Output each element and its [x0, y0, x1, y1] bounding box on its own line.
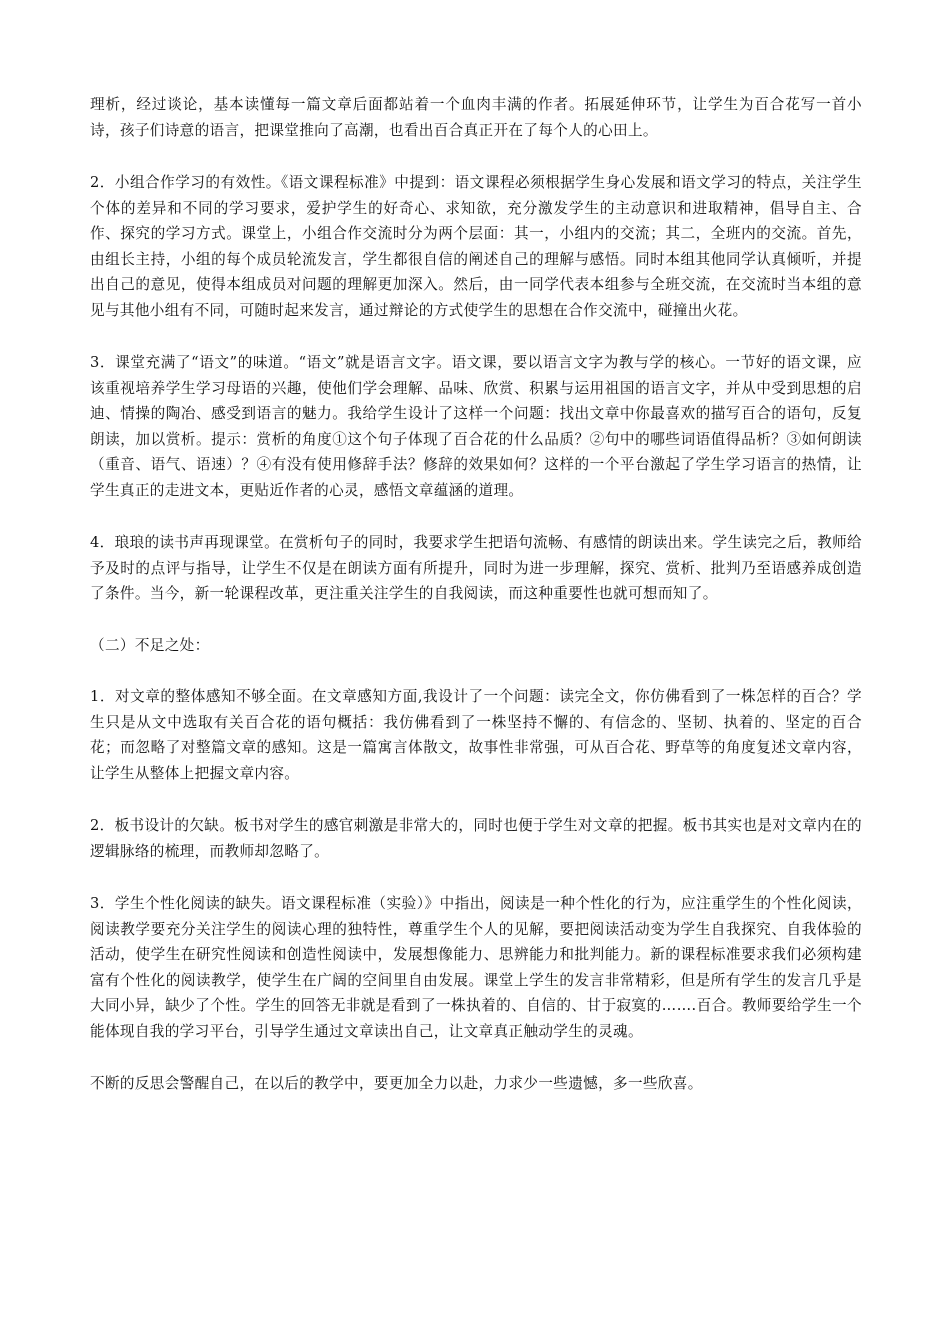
paragraph-conclusion: 不断的反思会警醒自己，在以后的教学中，要更加全力以赴，力求少一些遗憾，多一些欣喜。: [90, 1075, 703, 1092]
section-heading-shortcomings: （二）不足之处：: [90, 636, 210, 654]
paragraph-point-4-reading-aloud: 4．琅琅的读书声再现课堂。在赏析句子的同时，我要求学生把语句流畅、有感情的朗读出来。学生读完之后，教师给予及时的点评与指导，让学生不仅是在朗读方面有所提升，同时为进一步理解，探究、赏析、批判乃至语感养成创造了条件。当今，新一轮课程改革，更注重关注学生的自我阅读，而这种重要性也就可想而知了。: [90, 534, 862, 602]
paragraph-shortcoming-3: 3．学生个性化阅读的缺失。语文课程标准（实验）》中指出，阅读是一种个性化的行为，应注重学生的个性化阅读，阅读教学要充分关注学生的阅读心理的独特性，尊重学生个人的见解，要把阅读活动变为学生自我探究、自我体验的活动，使学生在研究性阅读和创造性阅读中，发展想像能力、思辨能力和批判能力。新的课程标准要求我们必须构建富有个性化的阅读教学，使学生在广阔的空间里自由发展。课堂上学生的发言非常精彩，但是所有学生的发言几乎是大同小异，缺少了个性。学生的回答无非就是看到了一株执着的、自信的、甘于寂寞的…….百合。教师要给学生一个能体现自我的学习平台，引导学生通过文章读出自己，让文章真正触动学生的灵魂。: [90, 895, 862, 1040]
paragraph-point-2-group-cooperation: 2．小组合作学习的有效性。《语文课程标准》中提到：语文课程必须根据学生身心发展和语文学习的特点，关注学生个体的差异和不同的学习要求，爱护学生的好奇心、求知欲，充分激发学生的主动意识和进取精神，倡导自主、合作、探究的学习方式。课堂上，小组合作交流时分为两个层面：其一，小组内的交流；其二，全班内的交流。首先，由组长主持，小组的每个成员轮流发言，学生都很自信的阐述自己的理解与感悟。同时本组其他同学认真倾听，并提出自己的意见，使得本组成员对问题的理解更加深入。然后，由一同学代表本组参与全班交流，在交流时当本组的意见与其他小组有不同，可随时起来发言，通过辩论的方式使学生的思想在合作交流中，碰撞出火花。: [90, 174, 862, 319]
document-body: [90, 92, 862, 1097]
paragraph-shortcoming-1: 1．对文章的整体感知不够全面。在文章感知方面,我设计了一个问题：读完全文，你仿佛看到了一株怎样的百合？学生只是从文中选取有关百合花的语句概括：我仿佛看到了一株坚持不懈的、有信念的、坚韧、执着的、坚定的百合花；而忽略了对整篇文章的感知。这是一篇寓言体散文，故事性非常强，可从百合花、野草等的角度复述文章内容，让学生从整体上把握文章内容。: [90, 688, 862, 782]
paragraph-shortcoming-2: 2．板书设计的欠缺。板书对学生的感官刺激是非常大的，同时也便于学生对文章的把握。板书其实也是对文章内在的逻辑脉络的梳理，而教师却忽略了。: [90, 817, 862, 860]
paragraph-point-3-language-flavor: 3．课堂充满了“语文”的味道。“语文”就是语言文字。语文课，要以语言文字为教与学的核心。一节好的语文课，应该重视培养学生学习母语的兴趣，使他们学会理解、品味、欣赏、积累与运用祖国的语言文字，并从中受到思想的启迪、情操的陶冶、感受到语言的魅力。我给学生设计了这样一个问题：找出文章中你最喜欢的描写百合的语句，反复朗读，加以赏析。提示：赏析的角度①这个句子体现了百合花的什么品质？②句中的哪些词语值得品析？③如何朗读（重音、语气、语速）？④有没有使用修辞手法？修辞的效果如何？这样的一个平台激起了学生学习语言的热情，让学生真正的走进文本，更贴近作者的心灵，感悟文章蕴涵的道理。: [90, 354, 862, 499]
paragraph-intro-continuation: 理析，经过谈论，基本读懂每一篇文章后面都站着一个血肉丰满的作者。拓展延伸环节，让学生为百合花写一首小诗，孩子们诗意的语言，把课堂推向了高潮，也看出百合真正开在了每个人的心田上。: [90, 96, 862, 139]
